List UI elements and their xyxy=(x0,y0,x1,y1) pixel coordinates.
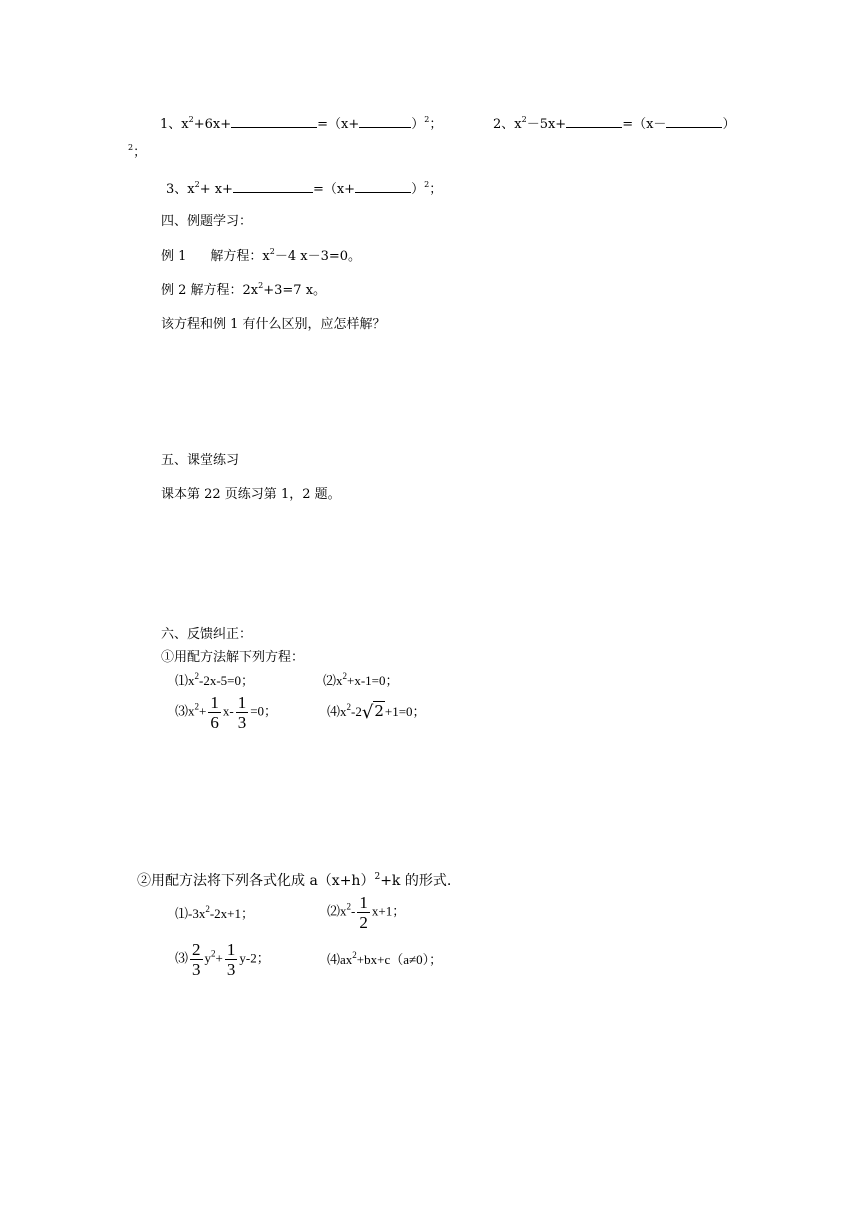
problem-1-4: $⑷x^2-2√2+1=0$； xyxy=(327,702,426,723)
answer-blank[interactable] xyxy=(231,115,317,128)
answer-blank[interactable] xyxy=(355,180,411,193)
answer-blank[interactable] xyxy=(233,180,313,193)
section6-heading: 六、反馈纠正： xyxy=(161,627,253,642)
fraction: $\frac{1}{6}$ xyxy=(210,693,219,732)
fraction: $\frac{1}{2}$ xyxy=(359,893,368,932)
answer-blank[interactable] xyxy=(666,115,722,128)
fraction: $\frac{2}{3}$ xyxy=(192,940,201,979)
fraction: $\frac{1}{3}$ xyxy=(237,693,247,732)
problem-2-2: $⑵x^2-$ $\frac{1}{2}$ x+1； xyxy=(327,893,406,932)
problem-2-1: $⑴-3x^2-2x+1$； xyxy=(175,904,255,921)
part2-title: ②用配方法将下列各式化成 $a(x+h)^2+k$ 的形式. xyxy=(137,872,452,889)
fraction: $\frac{1}{3}$ xyxy=(226,940,236,979)
example-2: 例 2 解方程：$2x^2+3=7$ x。 xyxy=(161,281,327,298)
fill-item-2: 2、$x^2-5x+ =(x-$ ） xyxy=(493,115,736,132)
section5-heading: 五、课堂练习 xyxy=(161,453,240,468)
answer-blank[interactable] xyxy=(359,115,411,128)
problem-1-2: $⑵x^2+x-1=0$； xyxy=(323,671,399,688)
practice-text: 课本第 22 页练习第 1，2 题。 xyxy=(161,487,341,502)
sqrt-symbol: √2 xyxy=(361,702,384,723)
question-text: 该方程和例 1 有什么区别，应怎样解？ xyxy=(161,317,386,332)
fill-item-3: 3、$x^2+ x+ =(x+ )^2$； xyxy=(166,180,443,197)
problem-1-1: $⑴x^2-2x-5=0$； xyxy=(175,671,255,688)
problem-2-4: $⑷ax^2+bx+c(a\ne 0)$； xyxy=(327,950,443,967)
fill-item-1: 1、$x^2+6x+ =(x+ )^2$； xyxy=(160,115,443,132)
answer-blank[interactable] xyxy=(566,115,622,128)
part1-title: ①用配方法解下列方程： xyxy=(161,650,305,665)
problem-2-3: ⑶ $\frac{2}{3}$ $y^2+$ $\frac{1}{3}$ y-2； xyxy=(175,940,270,979)
fill-item-2-wrap: $^2$； xyxy=(128,143,147,160)
section4-heading: 四、例题学习： xyxy=(161,214,253,229)
example-1: 例 1 解方程：$x^2-4$ x－3=0。 xyxy=(161,247,362,264)
problem-1-3: $⑶x^2+$ $\frac{1}{6}$ x- $\frac{1}{3}$ =0； xyxy=(175,693,278,732)
